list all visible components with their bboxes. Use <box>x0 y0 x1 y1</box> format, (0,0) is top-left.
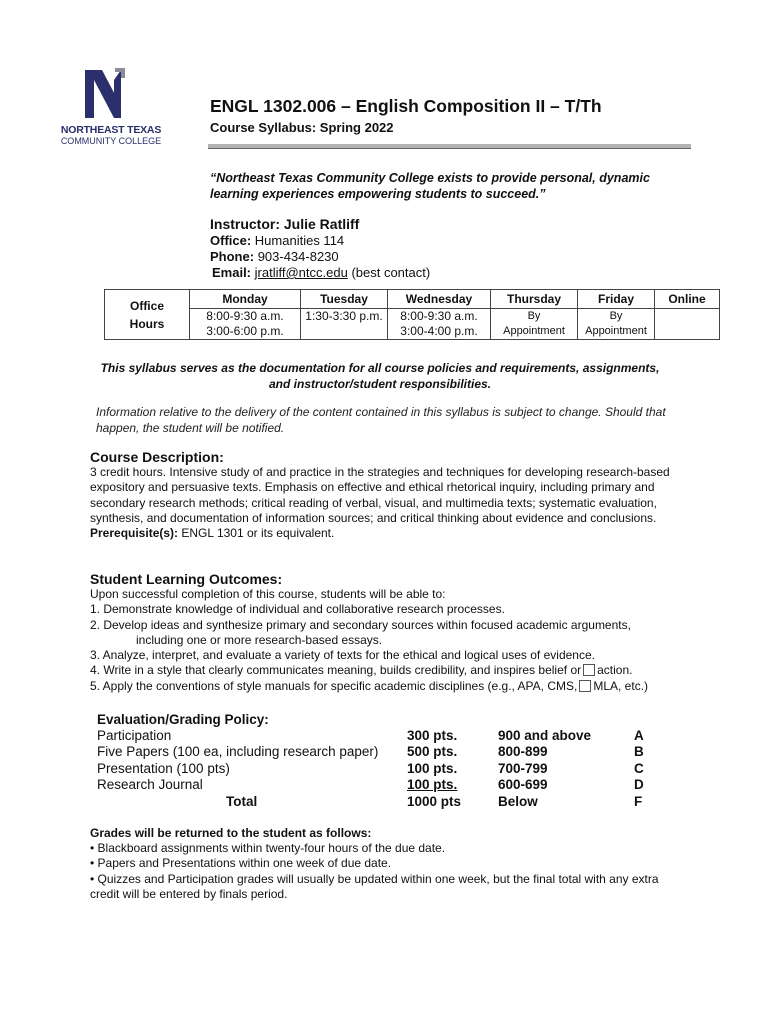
outcomes-heading: Student Learning Outcomes: <box>90 571 283 587</box>
office-value: Humanities 114 <box>254 233 345 248</box>
hours-cell: 8:00-9:30 a.m. 3:00-6:00 p.m. <box>190 309 301 340</box>
instructor-name: Instructor: Julie Ratliff <box>210 216 360 232</box>
grade-component-points: 500 pts. <box>407 744 458 759</box>
office-hours-label: Office Hours <box>105 290 190 340</box>
instructor-office <box>210 233 344 248</box>
course-title: ENGL 1302.006 – English Composition II – T/Th <box>210 96 602 116</box>
grade-letter: D <box>634 777 644 792</box>
day-header: Thursday <box>491 290 578 309</box>
prereq-value: ENGL 1301 or its equivalent. <box>181 526 335 541</box>
course-description-heading: Course Description: <box>90 449 224 465</box>
syllabus-purpose: This syllabus serves as the documentation for all course policies and requirements, assignments, and instructor/student responsibilities. <box>100 361 660 391</box>
grade-returns-heading: Grades will be returned to the student as follows: <box>90 826 372 840</box>
outcome-item: 2. Develop ideas and synthesize primary and secondary sources within focused academic arguments, <box>90 617 631 632</box>
office-label: Office: <box>210 233 252 248</box>
grade-component-points: 300 pts. <box>407 728 458 743</box>
grade-component-name: Participation <box>97 728 172 743</box>
hours-cell: 1:30-3:30 p.m. <box>301 309 388 340</box>
phone-label: Phone: <box>210 249 255 264</box>
grade-total-label: Total <box>226 794 258 809</box>
grade-range: 600-699 <box>498 777 548 792</box>
grade-total-points: 1000 pts <box>407 794 462 809</box>
grade-component-points: 100 pts. <box>407 761 458 776</box>
prereq-label: Prerequisite(s): <box>90 526 179 541</box>
grade-range: 900 and above <box>498 728 592 743</box>
description-body: 3 credit hours. Intensive study of and practice in the strategies and techniques for developing research-based expository and persuasive texts. Emphasis on effective and ethical rhetorical inquiry, including primary and secondary research methods; critical reading of verbal, visual, and multimedia texts; systematic evaluation, synthesis, and documentation of information sources; and critical thinking about evidence and conclusions. <box>90 465 670 525</box>
day-header: Wednesday <box>388 290 491 309</box>
grade-letter: F <box>634 794 643 809</box>
grade-return-item: • Quizzes and Participation grades will usually be updated within one week, but the final total with any extra credit will be entered by finals period. <box>90 871 659 902</box>
missing-glyph-icon <box>579 680 591 692</box>
day-header: Friday <box>578 290 655 309</box>
grade-component-name: Research Journal <box>97 777 203 792</box>
grade-range: 800-899 <box>498 744 548 759</box>
grade-component-points: 100 pts. <box>407 777 458 792</box>
grade-component-name: Five Papers (100 ea, including research paper) <box>97 744 379 759</box>
outcome-item: 1. Demonstrate knowledge of individual and collaborative research processes. <box>90 602 505 617</box>
college-logo <box>56 68 166 148</box>
logo-line-2: COMMUNITY COLLEGE <box>60 136 162 146</box>
course-subtitle: Course Syllabus: Spring 2022 <box>210 120 394 135</box>
outcomes-list <box>90 587 710 694</box>
course-description <box>90 465 690 541</box>
ntcc-n-logo-icon <box>85 68 129 120</box>
logo-line-1: NORTHEAST TEXAS <box>60 124 162 136</box>
grade-return-item: • Papers and Presentations within one week of due date. <box>90 856 392 871</box>
header-divider <box>208 144 691 149</box>
outcome-item: 4. Write in a style that clearly communicates meaning, builds credibility, and inspires belief or action. <box>90 663 633 678</box>
day-header: Monday <box>190 290 301 309</box>
grade-letter: C <box>634 761 644 776</box>
outcome-item: 5. Apply the conventions of style manuals for specific academic disciplines (e.g., APA, CMS, MLA, etc.) <box>90 678 649 693</box>
mission-statement: “Northeast Texas Community College exists to provide personal, dynamic learning experiences empowering students to succeed.” <box>210 171 650 201</box>
grade-letter: A <box>634 728 644 743</box>
prerequisite <box>90 526 690 541</box>
email-link[interactable]: jratliff@ntcc.edu <box>254 265 348 280</box>
outcome-item: 3. Analyze, interpret, and evaluate a variety of texts for the ethical and logical uses of evidence. <box>90 648 595 663</box>
hours-cell: 8:00-9:30 a.m. 3:00-4:00 p.m. <box>388 309 491 340</box>
phone-value: 903-434-8230 <box>257 249 339 264</box>
grade-return-item: • Blackboard assignments within twenty-four hours of the due date. <box>90 841 446 855</box>
grade-returns-list <box>90 841 690 903</box>
day-header: Online <box>655 290 720 309</box>
outcomes-intro: Upon successful completion of this course, students will be able to: <box>90 587 446 601</box>
day-header: Tuesday <box>301 290 388 309</box>
outcome-item-continued: including one or more research-based essays. <box>136 632 383 647</box>
grade-letter: B <box>634 744 644 759</box>
hours-cell: By Appointment <box>578 309 655 340</box>
change-notice: Information relative to the delivery of the content contained in this syllabus is subject to change. Should that happen, the student will be notified. <box>96 405 666 435</box>
instructor-email <box>212 265 430 280</box>
office-hours-table <box>104 289 720 340</box>
instructor-phone <box>210 249 339 264</box>
hours-cell <box>655 309 720 340</box>
email-label: Email: <box>212 265 252 280</box>
grading-heading: Evaluation/Grading Policy: <box>97 712 269 727</box>
grade-range: Below <box>498 794 538 809</box>
grade-range: 700-799 <box>498 761 548 776</box>
missing-glyph-icon <box>583 664 595 676</box>
email-note: (best contact) <box>351 265 431 280</box>
hours-cell: By Appointment <box>491 309 578 340</box>
grade-component-name: Presentation (100 pts) <box>97 761 230 776</box>
